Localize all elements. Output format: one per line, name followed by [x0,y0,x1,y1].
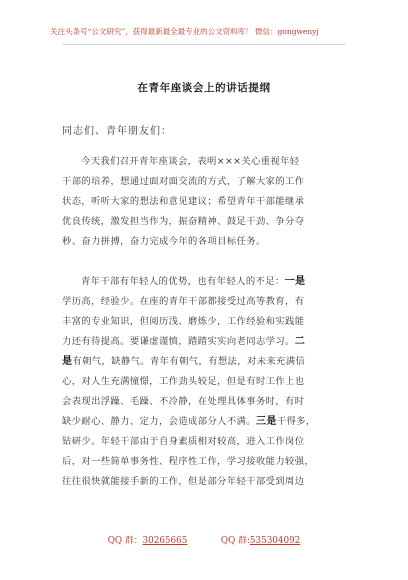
footer-contact [0,533,408,546]
header-divider [62,44,346,45]
qq-group-number: 535304092 [249,536,301,546]
paragraph-line: 干部的培养，想通过面对面交流的方式，了解大家的工作 [62,176,305,187]
paragraph-line: 学历高，经验少。在座的青年干部都接受过高等教育，有 [62,296,305,307]
emphasis-text: 二 [294,336,306,347]
paragraph-line [62,332,352,352]
salutation: 同志们、青年朋友们： [62,126,172,137]
qq-group-number: 30265665 [142,536,188,546]
paragraph-text: 缺少耐心、静力、定力，会造成部分人不满。 [62,416,256,427]
paragraph-text: 干得多， [276,416,316,427]
paragraph-line: 后，对一些简单事务性、程序性工作，学习接收能力较强， [62,456,315,467]
paragraph-line: 秒、奋力拼搏，奋力完成今年的各项目标任务。 [62,236,266,247]
paragraph-line: 今天我们召开青年座谈会，表明×××关心重视年轻 [81,156,300,167]
paragraph-text: 青年干部有年轻人的优势，也有年轻人的不足： [81,276,285,287]
qq-group-label: QQ 群: [220,536,250,546]
paragraph-line: 丰富的专业知识，但阅历浅、磨炼少，工作经验和实践能 [62,316,305,327]
paragraph-1 [62,152,352,252]
paragraph-line [62,272,352,292]
emphasis-text: 三是 [255,416,277,427]
paragraph-line: 往往很快就能接手新的工作，但是部分年轻干部受到周边 [62,476,305,487]
paragraph-line: 优良传统，激发担当作为，振奋精神、鼓足干劲、争分夺 [62,216,305,227]
paragraph-2 [62,272,352,492]
header-note: 关注头条号“公文研究”，获得最新最全最专业的公文资料库！ 微信：gongwenyj [50,27,319,36]
qq-group-label: QQ 群： [107,536,143,546]
paragraph-line [62,412,352,432]
document-title: 在青年座谈会上的讲话提纲 [137,82,271,94]
paragraph-line: 心，对人生充满憧憬，工作劲头较足，但是有时工作上也 [62,376,305,387]
paragraph-line: 钻研少。年轻干部由于自身素质相对较高，进入工作岗位 [62,436,305,447]
paragraph-text: 有朝气，缺静气。青年有朝气，有想法，对未来充满信 [72,356,306,367]
paragraph-line: 会表现出浮躁、毛躁、不冷静，在处理具体事务时，有时 [62,396,305,407]
paragraph-line [62,352,352,372]
paragraph-line: 状态，听听大家的想法和意见建议；希望青年干部能继承 [62,196,305,207]
emphasis-text: 是 [62,356,73,367]
emphasis-text: 一是 [284,276,306,287]
paragraph-text: 力还有待提高。要谦虚谨慎，踏踏实实向老同志学习。 [62,336,295,347]
